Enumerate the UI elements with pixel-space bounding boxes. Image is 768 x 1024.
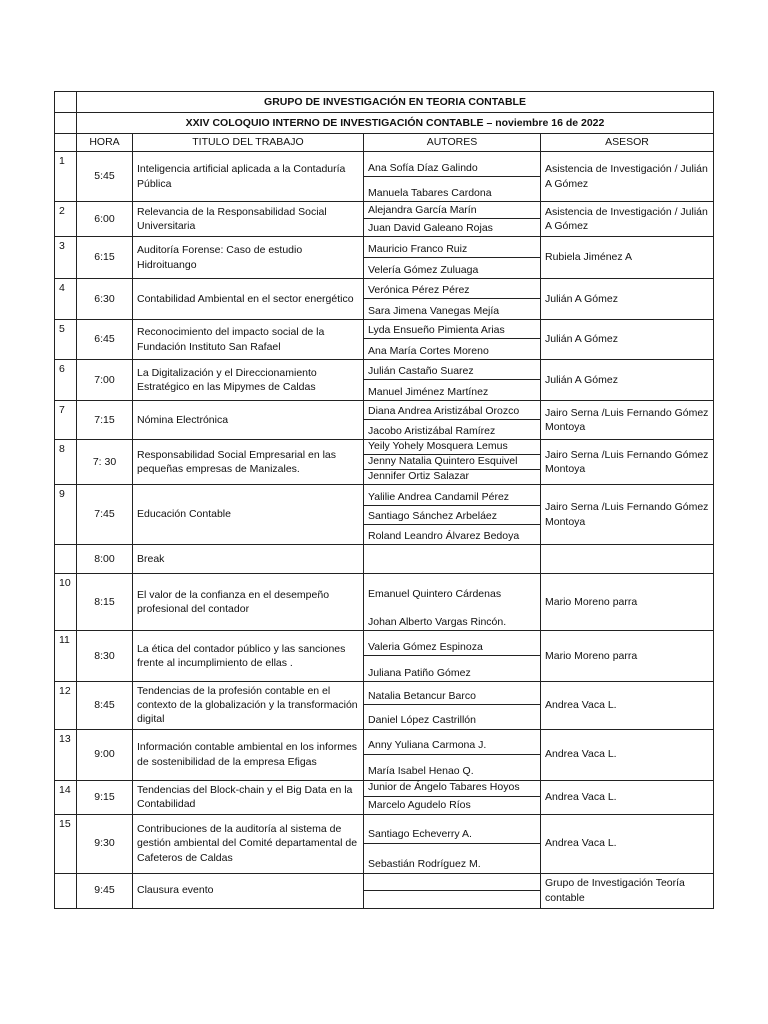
row-title: Contribuciones de la auditoría al sistema de gestión ambiental del Comité departamental de Cafeteros de Caldas	[133, 814, 364, 873]
row-advisor: Jairo Serna /Luis Fernando Gómez Montoya	[541, 401, 714, 440]
author-name	[364, 177, 540, 201]
row-number: 3	[55, 237, 77, 279]
author-name	[364, 279, 540, 299]
schedule-row	[55, 320, 714, 360]
schedule-row	[55, 574, 714, 631]
author-name	[364, 237, 540, 258]
row-number: 11	[55, 631, 77, 682]
schedule-row	[55, 485, 714, 545]
schedule-row	[55, 545, 714, 574]
row-time: 8:30	[77, 631, 133, 682]
schedule-row	[55, 780, 714, 814]
author-text: Marcelo Agudelo Ríos	[368, 799, 471, 812]
row-authors	[364, 729, 541, 780]
author-name	[364, 525, 540, 544]
author-name	[364, 420, 540, 439]
schedule-row	[55, 440, 714, 485]
row-number: 7	[55, 401, 77, 440]
row-title: Tendencias del Block-chain y el Big Data en la Contabilidad	[133, 780, 364, 814]
subtitle-row	[55, 113, 714, 134]
author-name	[364, 299, 540, 319]
author-text: Juliana Patiño Gómez	[368, 666, 471, 679]
row-advisor: Asistencia de Investigación / Julián A Gómez	[541, 152, 714, 202]
author-text: Jenny Natalia Quintero Esquivel	[368, 454, 518, 467]
row-time: 7:00	[77, 360, 133, 401]
author-text: Jennifer Ortiz Salazar	[368, 469, 469, 482]
schedule-document	[54, 91, 713, 909]
author-text: Juan David Galeano Rojas	[368, 221, 493, 234]
row-title: Break	[133, 545, 364, 574]
row-title: La Digitalización y el Direccionamiento Estratégico en las Mipymes de Caldas	[133, 360, 364, 401]
row-number: 4	[55, 279, 77, 320]
schedule-row	[55, 729, 714, 780]
row-time: 8:45	[77, 682, 133, 730]
author-name	[364, 781, 540, 797]
column-header-row	[55, 134, 714, 152]
row-time: 9:00	[77, 729, 133, 780]
row-authors	[364, 202, 541, 237]
row-time: 7:15	[77, 401, 133, 440]
row-title: Reconocimiento del impacto social de la Fundación Instituto San Rafael	[133, 320, 364, 360]
row-number: 13	[55, 729, 77, 780]
row-advisor: Jairo Serna /Luis Fernando Gómez Montoya	[541, 485, 714, 545]
row-title: Auditoría Forense: Caso de estudio Hidroituango	[133, 237, 364, 279]
author-text: Emanuel Quintero Cárdenas	[368, 587, 502, 600]
row-time: 9:15	[77, 780, 133, 814]
author-text: Lyda Ensueño Pimienta Arias	[368, 323, 505, 336]
row-time: 8:15	[77, 574, 133, 631]
row-authors	[364, 574, 541, 631]
author-text: Johan Alberto Vargas Rincón.	[368, 615, 507, 628]
row-number: 2	[55, 202, 77, 237]
row-advisor: Rubiela Jiménez A	[541, 237, 714, 279]
row-advisor: Andrea Vaca L.	[541, 729, 714, 780]
author-text: Anny Yuliana Carmona J.	[368, 739, 487, 752]
row-advisor: Andrea Vaca L.	[541, 682, 714, 730]
row-authors	[364, 780, 541, 814]
row-time: 7: 30	[77, 440, 133, 485]
author-name	[364, 574, 540, 602]
author-name	[364, 485, 540, 506]
author-name	[364, 705, 540, 728]
row-number: 8	[55, 440, 77, 485]
author-name	[364, 455, 540, 470]
row-number: 1	[55, 152, 77, 202]
author-name	[364, 258, 540, 278]
schedule-row	[55, 279, 714, 320]
row-title: Nómina Electrónica	[133, 401, 364, 440]
row-advisor: Mario Moreno parra	[541, 574, 714, 631]
author-name	[364, 152, 540, 177]
author-name	[364, 797, 540, 814]
row-advisor	[541, 545, 714, 574]
row-title: La ética del contador público y las sanciones frente al incumplimiento de ellas .	[133, 631, 364, 682]
row-number: 6	[55, 360, 77, 401]
author-text: Santiago Sánchez Arbeláez	[368, 509, 498, 522]
author-name	[364, 631, 540, 656]
author-text: Mauricio Franco Ruiz	[368, 242, 468, 255]
row-authors	[364, 152, 541, 202]
row-authors	[364, 631, 541, 682]
author-text: Ana María Cortes Moreno	[368, 344, 489, 357]
row-time: 9:30	[77, 814, 133, 873]
row-title: Inteligencia artificial aplicada a la Contaduría Pública	[133, 152, 364, 202]
row-title: Contabilidad Ambiental en el sector energético	[133, 279, 364, 320]
row-number: 15	[55, 814, 77, 873]
author-text: Yeily Yohely Mosquera Lemus	[368, 439, 508, 452]
author-text: Velería Gómez Zuluaga	[368, 263, 479, 276]
row-title: Responsabilidad Social Empresarial en las pequeñas empresas de Manizales.	[133, 440, 364, 485]
author-name	[364, 339, 540, 359]
row-authors	[364, 545, 541, 574]
author-name	[364, 401, 540, 420]
row-number: 10	[55, 574, 77, 631]
title-row	[55, 92, 714, 113]
row-authors	[364, 360, 541, 401]
author-text: Jacobo Aristizábal Ramírez	[368, 424, 496, 437]
row-number: 12	[55, 682, 77, 730]
row-advisor: Mario Moreno parra	[541, 631, 714, 682]
row-time: 6:15	[77, 237, 133, 279]
author-text: Manuela Tabares Cardona	[368, 186, 492, 199]
row-time: 6:45	[77, 320, 133, 360]
row-advisor: Andrea Vaca L.	[541, 780, 714, 814]
author-text: Julián Castaño Suarez	[368, 364, 474, 377]
author-name	[364, 320, 540, 339]
row-time: 9:45	[77, 873, 133, 908]
author-text: Diana Andrea Aristizábal Orozco	[368, 404, 520, 417]
row-authors	[364, 814, 541, 873]
schedule-row	[55, 814, 714, 873]
schedule-row	[55, 401, 714, 440]
row-advisor: Jairo Serna /Luis Fernando Gómez Montoya	[541, 440, 714, 485]
row-title: Relevancia de la Responsabilidad Social Universitaria	[133, 202, 364, 237]
row-advisor: Julián A Gómez	[541, 279, 714, 320]
row-title: El valor de la confianza en el desempeño profesional del contador	[133, 574, 364, 631]
row-authors	[364, 485, 541, 545]
author-name	[364, 730, 540, 755]
author-name	[364, 545, 540, 573]
author-text: Sara Jimena Vanegas Mejía	[368, 304, 500, 317]
row-authors	[364, 682, 541, 730]
row-advisor: Asistencia de Investigación / Julián A Gómez	[541, 202, 714, 237]
author-name	[364, 440, 540, 455]
row-authors	[364, 237, 541, 279]
schedule-row	[55, 873, 714, 908]
column-header-hora: HORA	[77, 134, 133, 152]
author-name	[364, 602, 540, 630]
document-subtitle: XXIV COLOQUIO INTERNO DE INVESTIGACIÓN CONTABLE – noviembre 16 de 2022	[77, 113, 714, 134]
row-title: Información contable ambiental en los informes de sostenibilidad de la empresa Efigas	[133, 729, 364, 780]
schedule-row	[55, 631, 714, 682]
author-name	[364, 380, 540, 400]
row-title: Tendencias de la profesión contable en el contexto de la globalización y la transformación digital	[133, 682, 364, 730]
row-authors	[364, 440, 541, 485]
schedule-row	[55, 152, 714, 202]
row-time: 5:45	[77, 152, 133, 202]
column-header-autores: AUTORES	[364, 134, 541, 152]
schedule-table	[54, 91, 714, 909]
author-text: Valeria Gómez Espinoza	[368, 640, 483, 653]
document-title: GRUPO DE INVESTIGACIÓN EN TEORIA CONTABLE	[77, 92, 714, 113]
column-header-asesor: ASESOR	[541, 134, 714, 152]
author-name	[364, 874, 540, 891]
schedule-row	[55, 237, 714, 279]
author-name	[364, 360, 540, 380]
row-authors	[364, 320, 541, 360]
column-header-titulo: TITULO DEL TRABAJO	[133, 134, 364, 152]
schedule-row	[55, 202, 714, 237]
row-authors	[364, 401, 541, 440]
author-text: Verónica Pérez Pérez	[368, 283, 470, 296]
author-name	[364, 470, 540, 484]
row-authors	[364, 279, 541, 320]
author-text: Yalilie Andrea Candamil Pérez	[368, 490, 510, 503]
row-advisor: Andrea Vaca L.	[541, 814, 714, 873]
author-text: Junior de Ángelo Tabares Hoyos	[368, 781, 520, 794]
row-advisor: Julián A Gómez	[541, 360, 714, 401]
author-name	[364, 755, 540, 780]
row-time: 8:00	[77, 545, 133, 574]
schedule-row	[55, 360, 714, 401]
author-name	[364, 815, 540, 844]
author-text: Roland Leandro Álvarez Bedoya	[368, 529, 520, 542]
author-text: Sebastián Rodríguez M.	[368, 858, 481, 871]
author-name	[364, 506, 540, 525]
row-time: 6:30	[77, 279, 133, 320]
author-name	[364, 219, 540, 236]
author-text: Ana Sofía Díaz Galindo	[368, 161, 478, 174]
schedule-row	[55, 682, 714, 730]
author-name	[364, 844, 540, 873]
row-title: Clausura evento	[133, 873, 364, 908]
row-number: 14	[55, 780, 77, 814]
row-time: 7:45	[77, 485, 133, 545]
author-name	[364, 682, 540, 705]
author-text: Natalia Betancur Barco	[368, 690, 476, 703]
author-name	[364, 891, 540, 908]
row-advisor: Grupo de Investigación Teoría contable	[541, 873, 714, 908]
row-advisor: Julián A Gómez	[541, 320, 714, 360]
author-text: Santiago Echeverry A.	[368, 828, 472, 841]
row-number	[55, 545, 77, 574]
row-number: 5	[55, 320, 77, 360]
author-text: Alejandra García Marín	[368, 203, 477, 216]
author-text: Daniel López Castrillón	[368, 714, 476, 727]
author-name	[364, 656, 540, 681]
row-time: 6:00	[77, 202, 133, 237]
row-title: Educación Contable	[133, 485, 364, 545]
row-number: 9	[55, 485, 77, 545]
author-text: María Isabel Henao Q.	[368, 765, 474, 778]
author-text: Manuel Jiménez Martínez	[368, 385, 489, 398]
row-number	[55, 873, 77, 908]
row-authors	[364, 873, 541, 908]
author-name	[364, 202, 540, 219]
